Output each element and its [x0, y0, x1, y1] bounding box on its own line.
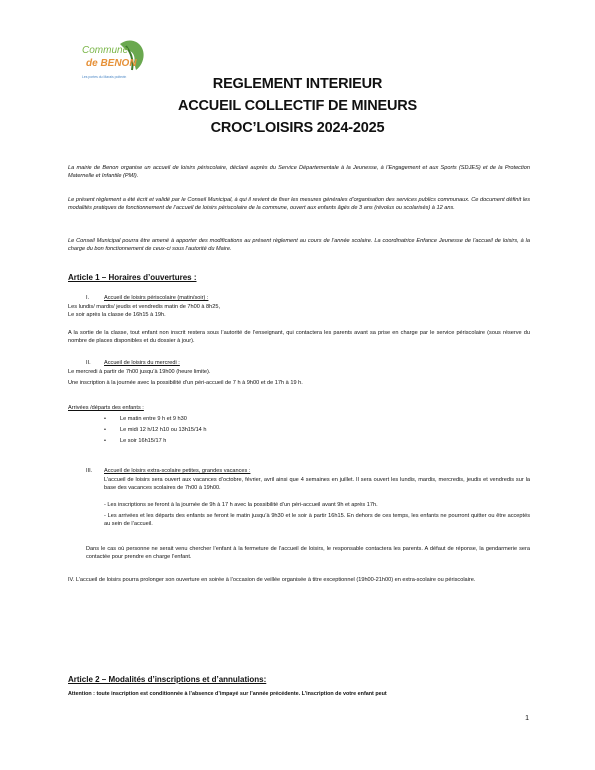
title-line-1: REGLEMENT INTERIEUR — [212, 76, 383, 92]
section-3-line-2: - Les inscriptions se feront à la journée de 9h à 17 h avec la possibilité d’un péri-accueil avant 9h et après 17h. — [104, 502, 378, 508]
intro-paragraph-3: Le Conseil Municipal pourra être amené à apporter des modifications au présent règlement au cours de l’année scolaire. La coordinatrice Enfance Jeunesse de l’accueil de loisirs, à la charge du bon fonctionnement de ceux-ci sous l’autorité du Maire. — [68, 238, 530, 253]
late-pickup-paragraph: Dans le cas où personne ne serait venu chercher l’enfant à la fermeture de l’accueil de loisirs, le responsable contactera les parents. A défaut de réponse, la gendarmerie sera contactée pour prendre en charge l’enfant. — [86, 546, 530, 561]
arrivals-item: • Le soir 16h15/17 h — [120, 437, 166, 445]
arrivals-title: Arrivées /départs des enfants : — [68, 405, 144, 411]
section-1-line-1: Les lundis/ mardis/ jeudis et vendredis matin de 7h00 à 8h25, — [68, 304, 221, 310]
svg-text:Commune: Commune — [82, 45, 129, 56]
section-2-line-2: Une inscription à la journée avec la possibilité d’un péri-accueil de 7 h à 9h00 et de 17h à 19 h. — [68, 380, 303, 386]
section-1-title: Accueil de loisirs périscolaire (matin/soir) : — [104, 295, 209, 301]
arrivals-item: • Le midi 12 h/12 h10 ou 13h15/14 h — [120, 426, 206, 434]
intro-paragraph-1: La mairie de Benon organise un accueil de loisirs périscolaire, déclaré auprès du Service Départementale à la Jeunesse, à l’Engagement et aux Sports (SDJES) et de la Protection Maternelle et Infantile (PMI). — [68, 165, 530, 180]
section-3-line-1: L’accueil de loisirs sera ouvert aux vacances d’octobre, février, avril ainsi que 4 semaines en juillet. Il sera ouvert les lundis, mardis, mercredis, jeudis et vendredis sur la base des vacances scolaires de 7h00 à 19h00. — [104, 477, 530, 492]
section-1-number: I. — [86, 295, 90, 301]
section-2-line-1: Le mercredi à partir de 7h00 jusqu’à 19h00 (heure limite). — [68, 369, 211, 375]
intro-paragraph-2: Le présent règlement a été écrit et validé par le Conseil Municipal, à qui il revient de fixer les mesures générales d’organisation des services publics communaux. Ce document définit les modalités pratiques de fonctionnement de l’accueil de loisirs périscolaire de la commune, ouvert aux enfants âgés de 3 ans (révolus ou scolarisés) à 12 ans. — [68, 197, 530, 212]
title-line-3: CROC’LOISIRS 2024-2025 — [210, 120, 385, 136]
section-3-title: Accueil de loisirs extra-scolaire petites, grandes vacances : — [104, 468, 251, 474]
arrivals-item: • Le matin entre 9 h et 9 h30 — [120, 415, 187, 423]
section-2-number: II. — [86, 360, 91, 366]
article-2-heading: Article 2 – Modalités d’inscriptions et d’annulations: — [68, 675, 267, 684]
title-line-2: ACCUEIL COLLECTIF DE MINEURS — [177, 98, 418, 114]
svg-text:de BENON: de BENON — [86, 58, 137, 69]
svg-text:Les portes du Marais poitevin: Les portes du Marais poitevin — [82, 75, 127, 79]
section-3-line-3: - Les arrivées et les départs des enfants se feront le matin jusqu’à 9h30 et le soir à partir 16h15. En dehors de ces temps, les enfants ne pourront quitter ou être acceptés au sein de l’accueil. — [104, 513, 530, 528]
section-2-title: Accueil de loisirs du mercredi : — [104, 360, 180, 366]
section-3-number: III. — [86, 468, 93, 474]
section-4-paragraph: IV. L’accueil de loisirs pourra prolonger son ouverture en soirée à l’occasion de veillée organisée à titre exceptionnel (19h00-21h00) en extra-scolaire ou périscolaire. — [68, 577, 476, 583]
page-number: 1 — [525, 715, 529, 722]
article-1-heading: Article 1 – Horaires d’ouvertures : — [68, 273, 197, 282]
section-1-line-3: A la sortie de la classe, tout enfant non inscrit restera sous l’autorité de l’enseignant, qui contactera les parents avant sa prise en charge par le service périscolaire (sous réserve du nombre de places disponibles et du dossier à jour). — [68, 330, 530, 345]
section-1-line-2: Le soir après la classe de 16h15 à 19h. — [68, 312, 166, 318]
article-2-line-1: Attention : toute inscription est conditionnée à l’absence d’impayé sur l’année précédente. L’inscription de votre enfant peut — [68, 691, 387, 697]
